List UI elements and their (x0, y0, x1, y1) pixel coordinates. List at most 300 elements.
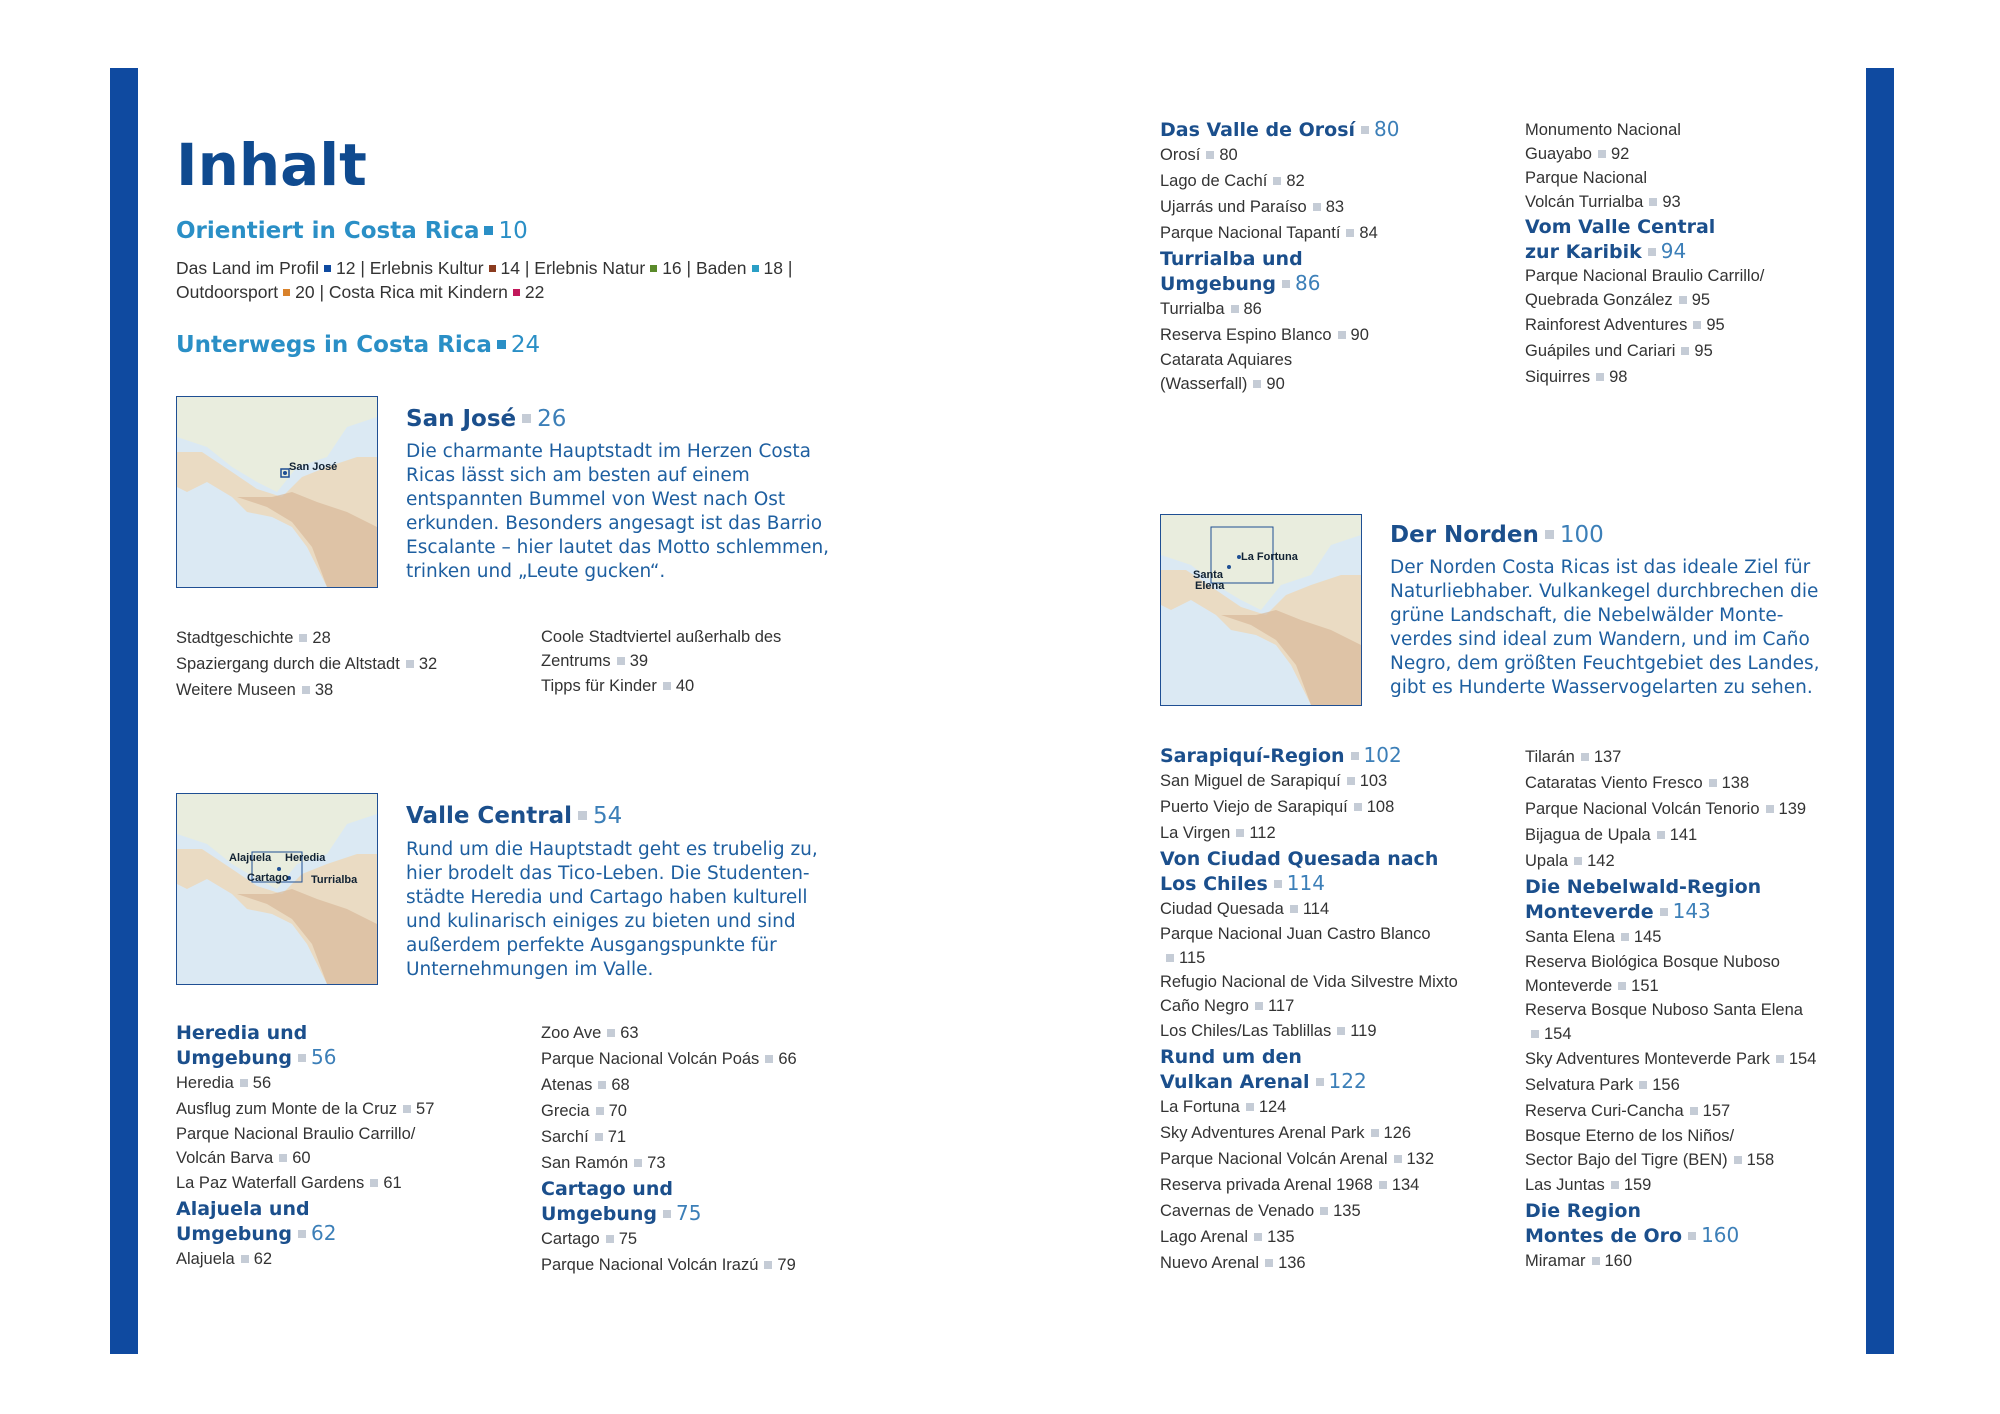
toc-item-page: 126 (1383, 1124, 1412, 1142)
toc-item-label: Reserva Curi-Cancha (1525, 1102, 1684, 1120)
square-icon (1690, 1107, 1698, 1115)
toc-item-label: Coole Stadtviertel außerhalb des (541, 628, 782, 646)
toc-item[interactable] (1525, 312, 1764, 338)
profile-page: 18 (763, 258, 784, 278)
toc-subheading[interactable] (1160, 1045, 1458, 1094)
toc-item-label: Rainforest Adventures (1525, 316, 1688, 334)
square-icon (1316, 1078, 1324, 1086)
toc-item[interactable] (176, 1096, 434, 1122)
toc-item-page: 93 (1662, 193, 1681, 211)
norden-col2 (1525, 744, 1816, 1274)
heading-label: Valle Central (406, 803, 573, 829)
square-icon (1274, 880, 1282, 888)
map-label-elena: Elena (1195, 580, 1225, 592)
heading-page: 54 (593, 803, 623, 829)
map-label-turrialba: Turrialba (311, 874, 358, 886)
toc-item[interactable] (1160, 768, 1458, 794)
subheading-label: Das Valle de Orosí (1160, 119, 1356, 141)
toc-item-label: Heredia (176, 1074, 234, 1092)
toc-item-label: Upala (1525, 852, 1569, 870)
toc-item-page: 115 (1179, 949, 1206, 967)
profile-label[interactable]: Das Land im Profil (176, 258, 319, 278)
toc-item[interactable] (1160, 296, 1399, 322)
toc-item-page: 92 (1610, 145, 1630, 163)
toc-subheading[interactable] (176, 1197, 434, 1246)
toc-item-label: Alajuela (176, 1250, 235, 1268)
subheading-line1: Turrialba und (1160, 248, 1303, 270)
square-icon (489, 265, 496, 272)
description-line: Negro, dem größten Feuchtgebiet des Landes, (1390, 653, 1820, 674)
toc-item[interactable] (1525, 338, 1764, 364)
square-icon (1265, 1259, 1273, 1267)
san-jose-col1 (176, 625, 437, 703)
section-unterwegs[interactable] (176, 332, 540, 358)
toc-item[interactable] (541, 1124, 797, 1150)
profile-label[interactable]: Erlebnis Kultur (369, 258, 484, 278)
profile-page: 22 (524, 282, 545, 302)
toc-item-label-cont: Caño Negro (1160, 997, 1249, 1015)
toc-item[interactable] (176, 625, 437, 651)
toc-item-label: Reserva Espino Blanco (1160, 326, 1332, 344)
toc-item[interactable] (541, 625, 781, 673)
toc-item[interactable] (1160, 1250, 1458, 1276)
toc-item-label: Guápiles und Cariari (1525, 342, 1676, 360)
description-line: entspannten Bummel von West nach Ost (406, 489, 786, 510)
square-icon (1688, 1232, 1696, 1240)
toc-item-label: Atenas (541, 1076, 593, 1094)
toc-subheading[interactable] (1160, 117, 1399, 142)
toc-item-label: Grecia (541, 1102, 590, 1120)
toc-item-label: Lago Arenal (1160, 1228, 1249, 1246)
toc-item-label: Las Juntas (1525, 1176, 1605, 1194)
toc-item[interactable] (1160, 820, 1458, 846)
toc-subheading[interactable] (1160, 247, 1399, 296)
toc-item[interactable] (176, 1170, 434, 1196)
toc-item[interactable] (1525, 364, 1764, 390)
square-icon (1379, 1181, 1387, 1189)
toc-item-label: Cavernas de Venado (1160, 1202, 1315, 1220)
toc-subheading[interactable] (1525, 215, 1764, 264)
toc-item[interactable] (541, 1252, 797, 1278)
description-line: Escalante – hier lautet das Motto schlemmen, (406, 537, 830, 558)
toc-item[interactable] (176, 651, 437, 677)
toc-item-label: Selvatura Park (1525, 1076, 1634, 1094)
valle-description (406, 838, 846, 982)
toc-item-label: La Fortuna (1160, 1098, 1240, 1116)
toc-item[interactable] (541, 1020, 797, 1046)
toc-item-page: 138 (1721, 774, 1750, 792)
toc-item-page: 145 (1633, 928, 1662, 946)
toc-item[interactable] (541, 1226, 797, 1252)
map-label-cartago: Cartago (247, 872, 289, 884)
toc-item[interactable] (176, 1070, 434, 1096)
subheading-page: 56 (310, 1045, 337, 1069)
toc-item-label: Reserva Biológica Bosque Nuboso (1525, 953, 1780, 971)
toc-item[interactable] (176, 1246, 434, 1272)
toc-item-page: 63 (620, 1024, 639, 1042)
toc-item[interactable] (1160, 1224, 1458, 1250)
toc-item-label: Parque Nacional Juan Castro Blanco (1160, 925, 1431, 943)
toc-item-page: 151 (1631, 977, 1659, 995)
map-label-alajuela: Alajuela (229, 852, 272, 864)
square-icon (1598, 150, 1606, 158)
subheading-line1: Die Nebelwald-Region (1525, 876, 1762, 898)
square-icon (1361, 126, 1369, 134)
map-san-jose (176, 396, 378, 588)
toc-item[interactable] (1160, 168, 1399, 194)
toc-item-page: 83 (1325, 198, 1345, 216)
toc-item[interactable] (1525, 1172, 1816, 1198)
toc-item[interactable] (1160, 922, 1458, 970)
toc-item-label: Ciudad Quesada (1160, 900, 1284, 918)
toc-item-page: 95 (1691, 291, 1711, 309)
toc-item-page: 40 (675, 677, 695, 695)
toc-item[interactable] (1525, 950, 1816, 998)
square-icon (484, 226, 493, 235)
square-icon (598, 1081, 606, 1089)
toc-item-page: 134 (1391, 1176, 1420, 1194)
toc-item-label: Bosque Eterno de los Niños/ (1525, 1127, 1735, 1145)
square-icon (1338, 331, 1346, 339)
toc-item[interactable] (1160, 1198, 1458, 1224)
toc-item-label: Reserva Bosque Nuboso Santa Elena (1525, 1001, 1803, 1019)
toc-item[interactable] (1160, 1018, 1458, 1044)
toc-item[interactable] (1525, 924, 1816, 950)
subheading-page: 143 (1672, 899, 1711, 923)
toc-item-page: 160 (1604, 1252, 1633, 1270)
toc-item-label: Cartago (541, 1230, 600, 1248)
toc-item[interactable] (541, 673, 781, 699)
toc-item-page: 90 (1350, 326, 1369, 344)
toc-item-label: Nuevo Arenal (1160, 1254, 1260, 1272)
separator: | (520, 258, 535, 278)
toc-item[interactable] (1525, 998, 1816, 1046)
subheading-label: Sarapiquí-Region (1160, 745, 1345, 767)
square-icon (1681, 347, 1689, 355)
profile-label[interactable]: Baden (695, 258, 747, 278)
subheading-line2: Umgebung (176, 1047, 292, 1069)
map-label-santa: Santa (1193, 569, 1223, 581)
profile-label[interactable]: Costa Rica mit Kindern (328, 282, 508, 302)
toc-item-label-cont: Sector Bajo del Tigre (BEN) (1525, 1151, 1728, 1169)
square-icon (240, 1079, 248, 1087)
toc-item-page: 135 (1333, 1202, 1361, 1220)
subheading-line1: Von Ciudad Quesada nach (1160, 848, 1439, 870)
toc-item[interactable] (1160, 970, 1458, 1018)
toc-item-page: 57 (416, 1100, 435, 1118)
toc-item-label: San Ramón (541, 1154, 629, 1172)
square-icon (1394, 1155, 1402, 1163)
square-icon (1354, 803, 1362, 811)
toc-item[interactable] (1160, 142, 1399, 168)
square-icon (1581, 753, 1589, 761)
description-line: Naturliebhaber. Vulkankegel durchbrechen die (1390, 581, 1819, 602)
toc-item[interactable] (1160, 220, 1399, 246)
description-line: erkunden. Besonders angesagt ist das Barrio (406, 513, 823, 534)
subheading-line2: Vulkan Arenal (1160, 1071, 1310, 1093)
square-icon (752, 265, 759, 272)
subheading-page: 114 (1286, 871, 1325, 895)
square-icon (241, 1255, 249, 1263)
toc-item[interactable] (1525, 264, 1764, 312)
square-icon (1776, 1055, 1784, 1063)
profile-label[interactable]: Erlebnis Natur (534, 258, 646, 278)
toc-item[interactable] (1160, 1146, 1458, 1172)
square-icon (1660, 908, 1668, 916)
subheading-page: 86 (1294, 271, 1321, 295)
toc-item-label: Sky Adventures Arenal Park (1160, 1124, 1365, 1142)
heading-label: Der Norden (1390, 522, 1539, 548)
toc-item-label: Sarchí (541, 1128, 589, 1146)
toc-item[interactable] (1525, 1248, 1816, 1274)
square-icon (1531, 1030, 1539, 1038)
toc-item-page: 75 (618, 1230, 638, 1248)
square-icon (1734, 1156, 1742, 1164)
toc-item-label: Tipps für Kinder (541, 677, 657, 695)
description-line: verdes sind ideal zum Wandern, und im Caño (1390, 629, 1810, 650)
description-line: Die charmante Hauptstadt im Herzen Costa (406, 441, 811, 462)
toc-item-label: Miramar (1525, 1252, 1586, 1270)
square-icon (1253, 380, 1261, 388)
toc-item-page: 157 (1702, 1102, 1731, 1120)
separator: | (681, 258, 696, 278)
orosi-col2 (1525, 118, 1764, 390)
square-icon (1649, 198, 1657, 206)
toc-item[interactable] (1160, 896, 1458, 922)
square-icon (606, 1235, 614, 1243)
toc-item[interactable] (1525, 1098, 1816, 1124)
square-icon (298, 1054, 306, 1062)
toc-item-page: 119 (1350, 1022, 1377, 1040)
square-icon (1347, 777, 1355, 785)
subheading-line2: Montes de Oro (1525, 1225, 1683, 1247)
toc-item[interactable] (1525, 770, 1816, 796)
toc-subheading[interactable] (1525, 1199, 1816, 1248)
san-jose-col2 (541, 625, 781, 699)
subheading-page: 122 (1328, 1069, 1367, 1093)
profile-page: 20 (295, 282, 315, 302)
toc-item-page: 66 (778, 1050, 797, 1068)
toc-item-page: 60 (292, 1149, 311, 1167)
toc-item[interactable] (541, 1150, 797, 1176)
toc-item-page: 108 (1366, 798, 1395, 816)
toc-item[interactable] (1160, 348, 1399, 396)
square-icon (497, 340, 506, 349)
toc-item[interactable] (541, 1098, 797, 1124)
toc-item[interactable] (541, 1072, 797, 1098)
square-icon (607, 1029, 615, 1037)
subheading-page: 102 (1363, 743, 1402, 767)
toc-item-label: La Paz Waterfall Gardens (176, 1174, 365, 1192)
square-icon (1236, 829, 1244, 837)
description-line: außerdem perfekte Ausgangspunkte für (406, 935, 777, 956)
toc-item-page: 135 (1267, 1228, 1295, 1246)
subheading-line1: Vom Valle Central (1525, 216, 1716, 238)
toc-item-page: 32 (418, 655, 438, 673)
heading-label: San José (406, 406, 517, 432)
subheading-line2: zur Karibik (1525, 241, 1642, 263)
description-line: gibt es Hunderte Wasservogelarten zu sehen. (1390, 677, 1813, 698)
subheading-page: 160 (1701, 1223, 1740, 1247)
section-page: 10 (498, 218, 528, 244)
square-icon (1679, 296, 1687, 304)
toc-item[interactable] (1525, 166, 1764, 214)
toc-item-page: 98 (1609, 368, 1628, 386)
description-line: Ricas lässt sich am besten auf einem (406, 465, 750, 486)
subheading-line2: Umgebung (1160, 273, 1276, 295)
norden-description (1390, 556, 1850, 700)
toc-item[interactable] (541, 1046, 797, 1072)
heading-der-norden[interactable] (1390, 522, 1604, 548)
toc-item[interactable] (1160, 194, 1399, 220)
square-icon (1693, 321, 1701, 329)
square-icon (1709, 779, 1717, 787)
toc-item[interactable] (1160, 1120, 1458, 1146)
subheading-line1: Alajuela und (176, 1198, 310, 1220)
description-line: Rund um die Hauptstadt geht es trubelig zu, (406, 839, 818, 860)
subheading-line1: Heredia und (176, 1022, 308, 1044)
toc-item-page: 82 (1286, 172, 1305, 190)
toc-item-label: Stadtgeschichte (176, 629, 294, 647)
profile-label[interactable]: Outdoorsport (176, 282, 279, 302)
map-label-la-fortuna: La Fortuna (1241, 551, 1298, 563)
subheading-line1: Cartago und (541, 1178, 673, 1200)
heading-page: 26 (537, 406, 567, 432)
square-icon (1648, 248, 1656, 256)
subheading-line2: Umgebung (176, 1223, 292, 1245)
description-line: hier brodelt das Tico-Leben. Die Studenten- (406, 863, 810, 884)
toc-item-page: 142 (1587, 852, 1615, 870)
toc-subheading[interactable] (176, 1021, 434, 1070)
toc-item-page: 79 (777, 1256, 796, 1274)
map-label-heredia: Heredia (285, 852, 326, 864)
square-icon (406, 660, 414, 668)
toc-item-label: Spaziergang durch die Altstadt (176, 655, 400, 673)
toc-item-page: 84 (1359, 224, 1378, 242)
square-icon (370, 1179, 378, 1187)
toc-item-page: 95 (1706, 316, 1725, 334)
toc-item[interactable] (1525, 1124, 1816, 1172)
toc-subheading[interactable] (1525, 875, 1816, 924)
toc-subheading[interactable] (1160, 743, 1458, 768)
section-orientiert[interactable] (176, 218, 528, 244)
orosi-col1 (1160, 116, 1399, 396)
toc-item-label-cont: Guayabo (1525, 145, 1592, 163)
profile-page: 16 (662, 258, 682, 278)
square-icon (1592, 1257, 1600, 1265)
toc-item[interactable] (1160, 1172, 1458, 1198)
toc-item-page: 86 (1243, 300, 1262, 318)
toc-item-label: Parque Nacional Volcán Arenal (1160, 1150, 1388, 1168)
square-icon (1255, 1002, 1263, 1010)
subheading-page: 94 (1660, 239, 1687, 263)
toc-item[interactable] (176, 677, 437, 703)
square-icon (1231, 305, 1239, 313)
square-icon (617, 657, 625, 665)
toc-item-label: Parque Nacional Volcán Poás (541, 1050, 760, 1068)
toc-item-label-cont: Quebrada González (1525, 291, 1673, 309)
toc-item[interactable] (1160, 1094, 1458, 1120)
square-icon (513, 289, 520, 296)
toc-item-label: Weitere Museen (176, 681, 296, 699)
square-icon (403, 1105, 411, 1113)
toc-item-label: Sky Adventures Monteverde Park (1525, 1050, 1770, 1068)
toc-item[interactable] (1160, 322, 1399, 348)
toc-item-label: Santa Elena (1525, 928, 1615, 946)
toc-item-page: 28 (312, 629, 331, 647)
costa-rica-map (177, 397, 377, 587)
toc-item[interactable] (1160, 794, 1458, 820)
toc-subheading[interactable] (1160, 847, 1458, 896)
map-valle-central (176, 793, 378, 985)
toc-item[interactable] (1525, 1046, 1816, 1072)
toc-item[interactable] (1525, 822, 1816, 848)
subheading-line2: Umgebung (541, 1203, 657, 1225)
costa-rica-map (177, 794, 377, 984)
toc-item-page: 159 (1623, 1176, 1652, 1194)
toc-item[interactable] (1525, 848, 1816, 874)
square-icon (1611, 1181, 1619, 1189)
toc-item-page: 103 (1359, 772, 1388, 790)
profile-page: 12 (335, 258, 356, 278)
toc-item-page: 80 (1219, 146, 1238, 164)
separator: | (314, 282, 329, 302)
toc-item[interactable] (176, 1122, 434, 1170)
toc-subheading[interactable] (541, 1177, 797, 1226)
toc-item[interactable] (1525, 118, 1764, 166)
toc-item-label-cont: Monteverde (1525, 977, 1613, 995)
toc-item[interactable] (1525, 1072, 1816, 1098)
heading-san-jose[interactable] (406, 406, 566, 432)
profile-line-1 (176, 256, 792, 280)
toc-item[interactable] (1525, 744, 1816, 770)
toc-item[interactable] (1525, 796, 1816, 822)
toc-item-page: 132 (1406, 1150, 1435, 1168)
square-icon (299, 634, 307, 642)
profile-line-2 (176, 280, 544, 304)
toc-item-label-cont: Zentrums (541, 652, 611, 670)
toc-item-label: Parque Nacional Volcán Tenorio (1525, 800, 1760, 818)
square-icon (663, 682, 671, 690)
description-line: Unternehmungen im Valle. (406, 959, 654, 980)
norden-col1 (1160, 742, 1458, 1276)
toc-item-label: Orosí (1160, 146, 1201, 164)
right-page-bar (1866, 68, 1894, 1354)
subheading-line1: Die Region (1525, 1200, 1641, 1222)
toc-item-page: 38 (314, 681, 334, 699)
toc-item-page: 154 (1788, 1050, 1817, 1068)
toc-item-label: Tilarán (1525, 748, 1575, 766)
description-line: trinken und „Leute gucken“. (406, 561, 666, 582)
square-icon (302, 686, 310, 694)
toc-item-page: 70 (608, 1102, 627, 1120)
toc-item-label: Puerto Viejo de Sarapiquí (1160, 798, 1348, 816)
toc-item-page: 158 (1746, 1151, 1775, 1169)
toc-item-label: Siquirres (1525, 368, 1591, 386)
toc-item-label: Monumento Nacional (1525, 121, 1681, 139)
square-icon (764, 1261, 772, 1269)
square-icon (1337, 1027, 1345, 1035)
square-icon (1282, 280, 1290, 288)
subheading-line2: Monteverde (1525, 901, 1654, 923)
toc-item-label: Bijagua de Upala (1525, 826, 1651, 844)
heading-valle-central[interactable] (406, 803, 622, 829)
description-line: grüne Landschaft, die Nebelwälder Monte- (1390, 605, 1784, 626)
toc-item-label: Refugio Nacional de Vida Silvestre Mixto (1160, 973, 1458, 991)
toc-item-label: Parque Nacional Volcán Irazú (541, 1256, 759, 1274)
toc-item-page: 154 (1544, 1025, 1572, 1043)
toc-item-label: San Miguel de Sarapiquí (1160, 772, 1341, 790)
